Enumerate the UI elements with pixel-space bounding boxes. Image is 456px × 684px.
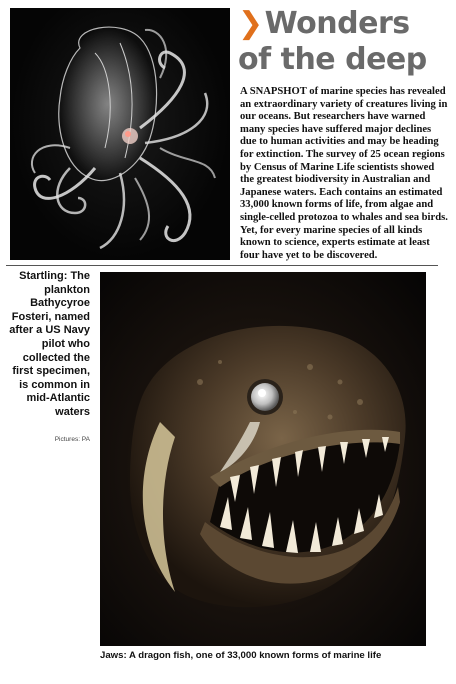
dragon-fish-caption: Jaws: A dragon fish, one of 33,000 known forms of marine life	[100, 650, 382, 661]
section-divider	[6, 265, 438, 266]
plankton-photo	[10, 8, 230, 260]
intro-paragraph: A SNAPSHOT of marine species has revealed an extraordinary variety of creatures living in our oceans. But researchers have warned many species have suffered major declines due to human activities and may be heading for extinction. The survey of 25 ocean regions by Census of Marine Life scientists showed the greatest biodiversity in Australian and Japanese waters. Each contains an estimated 33,000 known forms of life, from algae and single-celled protozoa to whales and sea birds. Yet, for every marine species of all kinds known to science, experts estimate at least four have yet to be discovered.	[240, 86, 448, 261]
headline	[238, 6, 452, 78]
dragon-fish-illustration	[100, 272, 426, 646]
chevron-right-icon: ❯	[238, 6, 263, 41]
plankton-caption: Startling: The plankton Bathycyroe Fosteri, named after a US Navy pilot who collected the first specimen, is common in mid-Atlantic waters	[9, 270, 90, 418]
plankton-illustration	[10, 8, 230, 260]
headline-text: Wonders of the deep	[238, 6, 427, 77]
dragon-fish-photo	[100, 272, 426, 646]
photo-credit: Pictures: PA	[54, 436, 90, 443]
